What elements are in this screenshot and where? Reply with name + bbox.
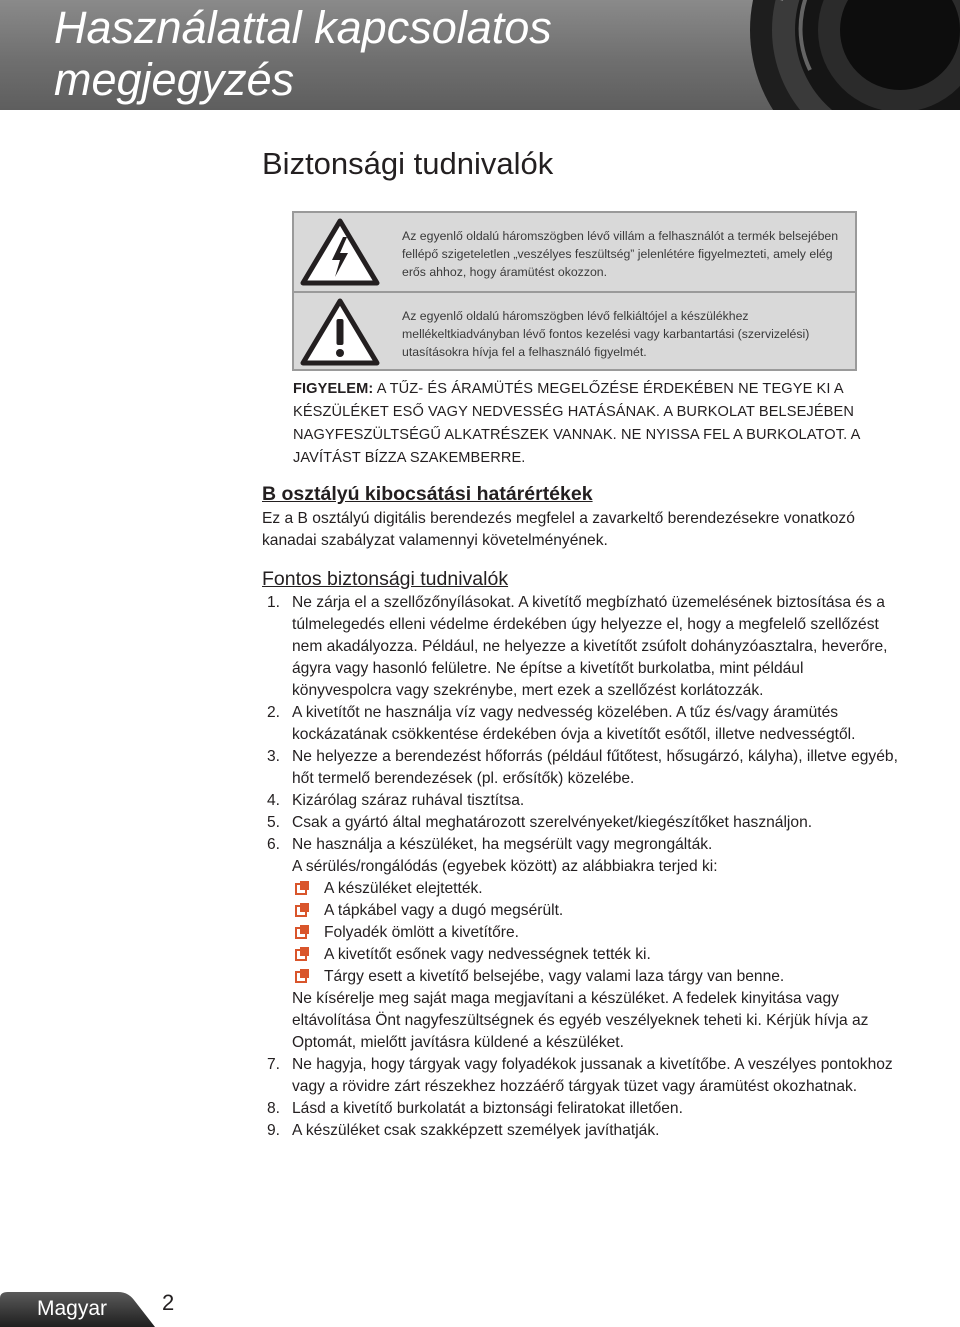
page-title [54,2,754,106]
list-item: 9. A készüléket csak szakképzett személyek javíthatják. [267,1122,660,1139]
warning-symbols-box [292,211,857,371]
section-title: Biztonsági tudnivalók [262,146,554,181]
damage-bullet: A készüléket elejtették. [262,878,902,900]
footer-language: Magyar [37,1297,108,1320]
warning-divider [294,291,855,293]
damage-bullet: Tárgy esett a kivetítő belsejébe, vagy valami laza tárgy van benne. [262,966,902,988]
damage-bullet: Folyadék ömlött a kivetítőre. [262,922,902,944]
page-number: 2 [162,1290,175,1315]
checkbox-bullet-icon [295,905,307,917]
fire-warning-text: A TŰZ- ÉS ÁRAMÜTÉS MEGELŐZÉSE ÉRDEKÉBEN NE TEGYE KI A KÉSZÜLÉKET ESŐ VAGY NEDVESSÉG HATÁSÁNAK. A BURKOLAT BELSEJÉBEN NAGYFESZÜLTSÉGŰ ALKATRÉSZEK VANNAK. NE NYISSA FEL A BURKOLATOT. A JAVÍTÁST BÍZZA SZAKEMBERRE. [293,381,860,466]
list-item: 5. Csak a gyártó által meghatározott szerelvényeket/kiegészítőket használjon. [267,814,813,831]
list-item: 1. Ne zárja el a szellőzőnyílásokat. A kivetítő megbízható üzemelésének biztosítása és a túlmelegedés elleni védelme érdekében úgy helyezze el, hogy a megfelelő szellőzést nem akadályozza. Például, ne helyezze a kivetítőt zsúfolt dohányzóasztalra, heverőre, ágyra vagy hasonló felületre. Ne építse a kivetítőt burkolatba, mint például könyvespolcra vagy szekrénybe, mert ezek a szellőzést korlátozzák. [267,594,888,699]
fire-warning [293,378,873,470]
checkbox-bullet-icon [295,971,307,983]
exclamation-warning-icon [294,294,386,370]
fire-warning-label: FIGYELEM: [293,381,374,397]
checkbox-bullet-icon [295,927,307,939]
lightning-warning-text: Az egyenlő oldalú háromszögben lévő villám a felhasználót a termék belsejében fellépő szigeteletlen „veszélyes feszültség” jelenlétére figyelmezteti, amely elég erős ahhoz, hogy áramütést okozzon. [402,229,839,279]
list-item: 2. A kivetítőt ne használja víz vagy nedvesség közelében. A tűz és/vagy áramütés kockázatának csökkentése érdekében óvja a kivetítőt esőtől, illetve nedvességtől. [267,704,856,743]
projector-lens-icon [740,0,960,110]
list-item: 4. Kizárólag száraz ruhával tisztítsa. [267,792,525,809]
class-b-text: Ez a B osztályú digitális berendezés megfelel a zavarkeltő berendezésekre vonatkozó kanadai szabályzat valamennyi követelményének. [262,510,855,549]
page-header [0,0,960,110]
safety-list [262,592,902,1142]
lightning-warning-icon [294,214,386,290]
list-item: 3. Ne helyezze a berendezést hőforrás (például fűtőtest, hősugárzó, kályha), illetve egyéb, hőt termelő berendezések (pl. erősítők) közelébe. [267,748,898,787]
damage-bullet: A tápkábel vagy a dugó megsérült. [262,900,902,922]
checkbox-bullet-icon [295,949,307,961]
page-title-line2: megjegyzés [54,54,295,105]
damage-intro: A sérülés/rongálódás (egyebek között) az alábbiakra terjed ki: [292,858,718,875]
exclamation-warning-text: Az egyenlő oldalú háromszögben lévő felkiáltójel a készülékhez mellékeltkiadványban lévő fontos kezelési vagy karbantartási (szervizelési) utasításokra hívja fel a felhasználó figyelmét. [402,309,810,359]
damage-outro: Ne kísérelje meg saját maga megjavítani a készüléket. A fedelek kinyitása vagy eltávolítása Önt nagyfeszültségnek és egyéb veszélyeknek teheti ki. Kérjük hívja az Optomát, mielőtt javításra küldené a készüléket. [292,990,869,1051]
list-item: 6. Ne használja a készüléket, ha megsérült vagy megrongálták. [267,836,713,853]
class-b-heading: B osztályú kibocsátási határértékek [262,483,593,505]
list-item: 7. Ne hagyja, hogy tárgyak vagy folyadékok jussanak a kivetítőbe. A veszélyes pontokhoz vagy a rövidre zárt részekhez hozzáérő tárgyak tüzet vagy áramütést okozhatnak. [267,1056,893,1095]
list-item: 8. Lásd a kivetítő burkolatát a biztonsági feliratokat illetően. [267,1100,683,1117]
page-title-line1: Használattal kapcsolatos [54,2,552,53]
important-heading: Fontos biztonsági tudnivalók [262,568,509,590]
damage-bullet: A kivetítőt esőnek vagy nedvességnek tették ki. [262,944,902,966]
checkbox-bullet-icon [295,883,307,895]
